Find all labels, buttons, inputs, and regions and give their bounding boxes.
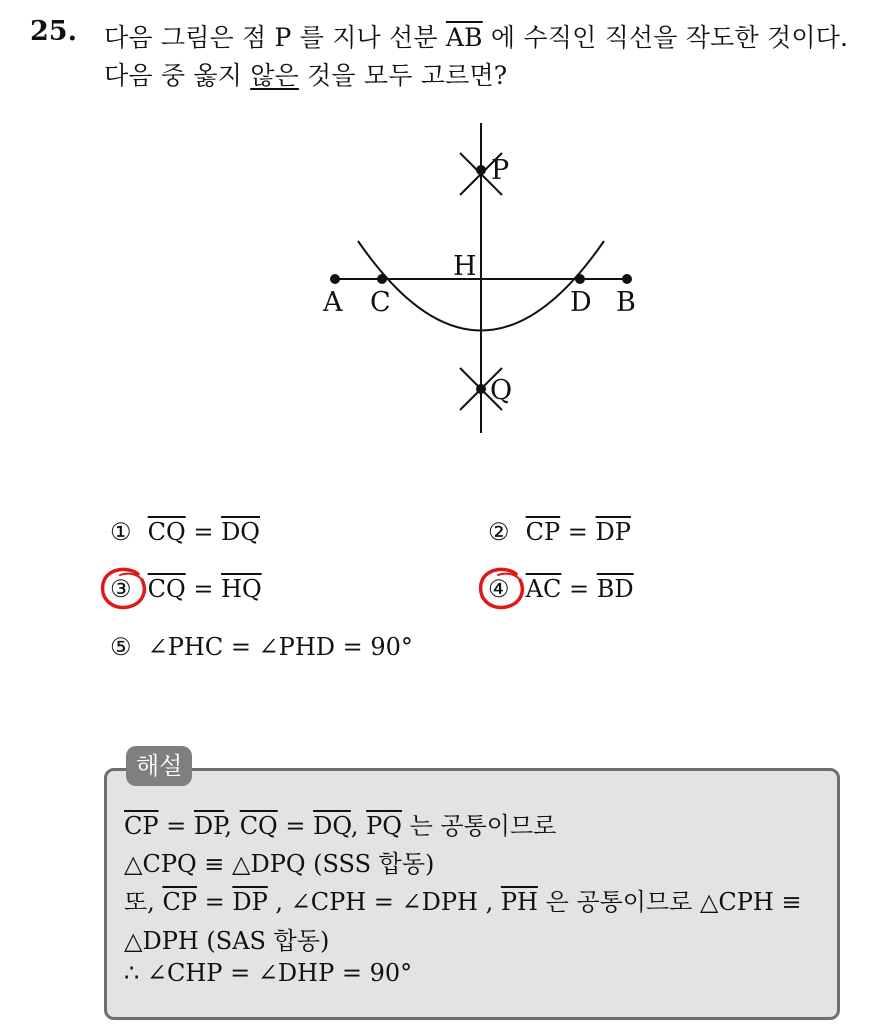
overlined-segment: $\overline{HQ}$ bbox=[221, 575, 262, 603]
solution-tab: 해설 bbox=[126, 746, 192, 786]
option-1[interactable] bbox=[110, 518, 260, 546]
text-run: 에 수직인 직선을 작도한 것이다. bbox=[482, 23, 849, 52]
text-run: , bbox=[224, 812, 240, 840]
point-a bbox=[330, 274, 340, 284]
overlined-segment: $\overline{BD}$ bbox=[596, 575, 634, 603]
option-2[interactable] bbox=[488, 518, 631, 546]
text-run: 다음 그림은 점 P 를 지나 선분 bbox=[104, 23, 446, 52]
text-run: 것을 모두 고르면? bbox=[298, 61, 508, 90]
question-line-1 bbox=[104, 18, 848, 54]
text-run: 또, bbox=[124, 888, 163, 916]
option-3-number: ③ bbox=[110, 575, 132, 603]
option-5[interactable] bbox=[110, 633, 413, 661]
overlined-segment: $\overline{PH}$ bbox=[500, 888, 538, 916]
solution-line-1 bbox=[124, 806, 556, 841]
option-4-number: ④ bbox=[488, 575, 510, 603]
solution-line-3 bbox=[124, 882, 802, 917]
text-run: = bbox=[185, 518, 222, 546]
overlined-segment: $\overline{DP}$ bbox=[595, 518, 631, 546]
text-run: , bbox=[350, 812, 367, 840]
option-3-text bbox=[148, 575, 262, 603]
overlined-segment: $\overline{DP}$ bbox=[193, 812, 225, 840]
solution-line-2 bbox=[124, 844, 434, 879]
point-q bbox=[476, 384, 486, 394]
question-line-2 bbox=[104, 56, 507, 92]
label-a: A bbox=[323, 287, 343, 318]
option-1-text bbox=[148, 518, 260, 546]
solution-line-5 bbox=[124, 959, 412, 987]
text-run: 는 공통이므로 bbox=[401, 812, 557, 840]
underlined-text: 않은 bbox=[250, 61, 299, 90]
overlined-segment: $\overline{PQ}$ bbox=[366, 812, 402, 840]
point-d bbox=[575, 274, 585, 284]
point-c bbox=[377, 274, 387, 284]
solution-line-4 bbox=[124, 921, 329, 956]
overlined-segment: $\overline{CQ}$ bbox=[147, 575, 186, 603]
overlined-segment: $\overline{AC}$ bbox=[525, 575, 562, 603]
overlined-segment: $\overline{CQ}$ bbox=[147, 518, 186, 546]
overlined-segment: $\overline{CQ}$ bbox=[239, 812, 278, 840]
construction-figure bbox=[300, 115, 640, 445]
text-run: = bbox=[196, 888, 233, 916]
question-number: 25. bbox=[30, 16, 77, 47]
text-run: = bbox=[185, 575, 222, 603]
overlined-segment: $\overline{CP}$ bbox=[525, 518, 561, 546]
overlined-segment: $\overline{CP}$ bbox=[124, 812, 159, 840]
label-p: P bbox=[491, 155, 510, 186]
option-2-text bbox=[526, 518, 631, 546]
option-5-number: ⑤ bbox=[110, 633, 132, 661]
overlined-segment: $\overline{DP}$ bbox=[232, 888, 268, 916]
text-run: ∴ ∠CHP = ∠DHP = 90° bbox=[124, 959, 413, 987]
answer-mark-4 bbox=[476, 566, 528, 612]
text-run: 은 공통이므로 △CPH ≡ bbox=[537, 888, 802, 916]
text-run: = bbox=[277, 812, 314, 840]
overlined-segment: $\overline{AB}$ bbox=[445, 23, 483, 52]
label-c: C bbox=[370, 287, 391, 318]
overlined-segment: $\overline{CP}$ bbox=[162, 888, 197, 916]
overlined-segment: $\overline{DQ}$ bbox=[221, 518, 260, 546]
text-run: 다음 중 옳지 bbox=[104, 61, 251, 90]
option-4-text bbox=[526, 575, 634, 603]
option-5-text bbox=[148, 633, 413, 661]
point-b bbox=[622, 274, 632, 284]
text-run: △DPH (SAS 합동) bbox=[124, 927, 330, 955]
text-run: = bbox=[561, 575, 597, 603]
text-run: , ∠CPH = ∠DPH , bbox=[267, 888, 501, 916]
text-run: = bbox=[560, 518, 596, 546]
overlined-segment: $\overline{DQ}$ bbox=[313, 812, 351, 840]
option-2-number: ② bbox=[488, 518, 510, 546]
label-d: D bbox=[570, 287, 592, 318]
text-run: = bbox=[158, 812, 194, 840]
label-q: Q bbox=[490, 375, 513, 406]
point-p bbox=[476, 165, 486, 175]
label-b: B bbox=[616, 287, 636, 318]
text-run: △CPQ ≡ △DPQ (SSS 합동) bbox=[124, 850, 435, 878]
label-h: H bbox=[453, 251, 477, 282]
answer-mark-3 bbox=[98, 566, 150, 612]
option-1-number: ① bbox=[110, 518, 132, 546]
text-run: ∠PHC = ∠PHD = 90° bbox=[147, 633, 413, 661]
